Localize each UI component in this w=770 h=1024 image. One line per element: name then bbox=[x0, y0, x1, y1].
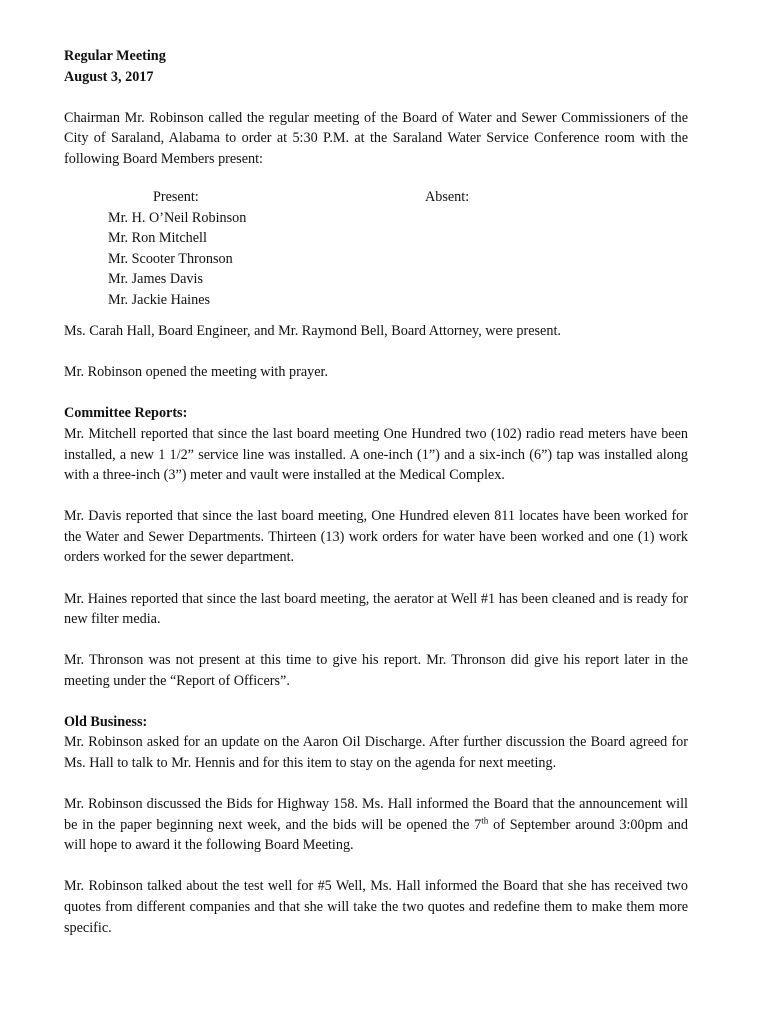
present-member: Mr. H. O’Neil Robinson bbox=[108, 209, 247, 226]
test-well-paragraph: Mr. Robinson talked about the test well for #5 Well, Ms. Hall informed the Board that she has received two quotes from different companies and that she will take the two quotes and redefine them to make them more specific. bbox=[64, 878, 688, 936]
highway-bids-text-start: Mr. Robinson discussed the Bids for Highway 158. Ms. Hall informed the Board that the announcement will be in the paper beginning next week, and the bids will be opened the 7 bbox=[64, 796, 688, 833]
prayer-paragraph: Mr. Robinson opened the meeting with prayer. bbox=[64, 364, 328, 381]
present-member: Mr. Ron Mitchell bbox=[108, 230, 207, 247]
haines-report: Mr. Haines reported that since the last board meeting, the aerator at Well #1 has been cleaned and is ready for new filter media. bbox=[64, 590, 688, 628]
thronson-report: Mr. Thronson was not present at this time to give his report. Mr. Thronson did give his report later in the meeting under the “Report of Officers”. bbox=[64, 652, 688, 689]
absent-heading: Absent: bbox=[425, 189, 470, 206]
present-heading: Present: bbox=[153, 189, 199, 206]
highway-bids-paragraph bbox=[64, 794, 688, 856]
mitchell-report: Mr. Mitchell reported that since the last board meeting One Hundred two (102) radio read meters have been installed, a new 1 1/2” service line was installed. A one-inch (1”) and a six-inch (6”) tap was installed along with a three-inch (3”) meter and vault were installed at the Medical Complex. bbox=[64, 425, 688, 484]
meeting-title: Regular Meeting bbox=[64, 48, 166, 64]
committee-reports-heading: Committee Reports: bbox=[64, 405, 188, 422]
present-members-list bbox=[108, 208, 246, 311]
highway-bids-text-end: of September around 3:00pm and will hope to award it the following Board Meeting. bbox=[64, 816, 688, 854]
old-business-heading: Old Business: bbox=[64, 713, 148, 730]
present-member: Mr. Scooter Thronson bbox=[108, 250, 233, 267]
aaron-oil-paragraph: Mr. Robinson asked for an update on the Aaron Oil Discharge. After further discussion the Board agreed for Ms. Hall to talk to Mr. Hennis and for this item to stay on the agenda for next meeting. bbox=[64, 734, 688, 771]
davis-report: Mr. Davis reported that since the last board meeting, One Hundred eleven 811 locates have been worked for the Water and Sewer Departments. Thirteen (13) work orders for water have been worked and one (1) work orders worked for the sewer department. bbox=[64, 508, 688, 566]
meeting-date: August 3, 2017 bbox=[64, 68, 154, 85]
attendance-section bbox=[108, 187, 688, 309]
ordinal-suffix: th bbox=[481, 814, 489, 825]
intro-paragraph: Chairman Mr. Robinson called the regular meeting of the Board of Water and Sewer Commissioners of the City of Saraland, Alabama to order at 5:30 P.M. at the Saraland Water Service Conference room with the following Board Members present: bbox=[64, 109, 688, 167]
present-member: Mr. Jackie Haines bbox=[108, 291, 211, 308]
document-page bbox=[64, 46, 688, 938]
staff-present-paragraph: Ms. Carah Hall, Board Engineer, and Mr. Raymond Bell, Board Attorney, were present. bbox=[64, 323, 561, 340]
present-member: Mr. James Davis bbox=[108, 271, 203, 288]
